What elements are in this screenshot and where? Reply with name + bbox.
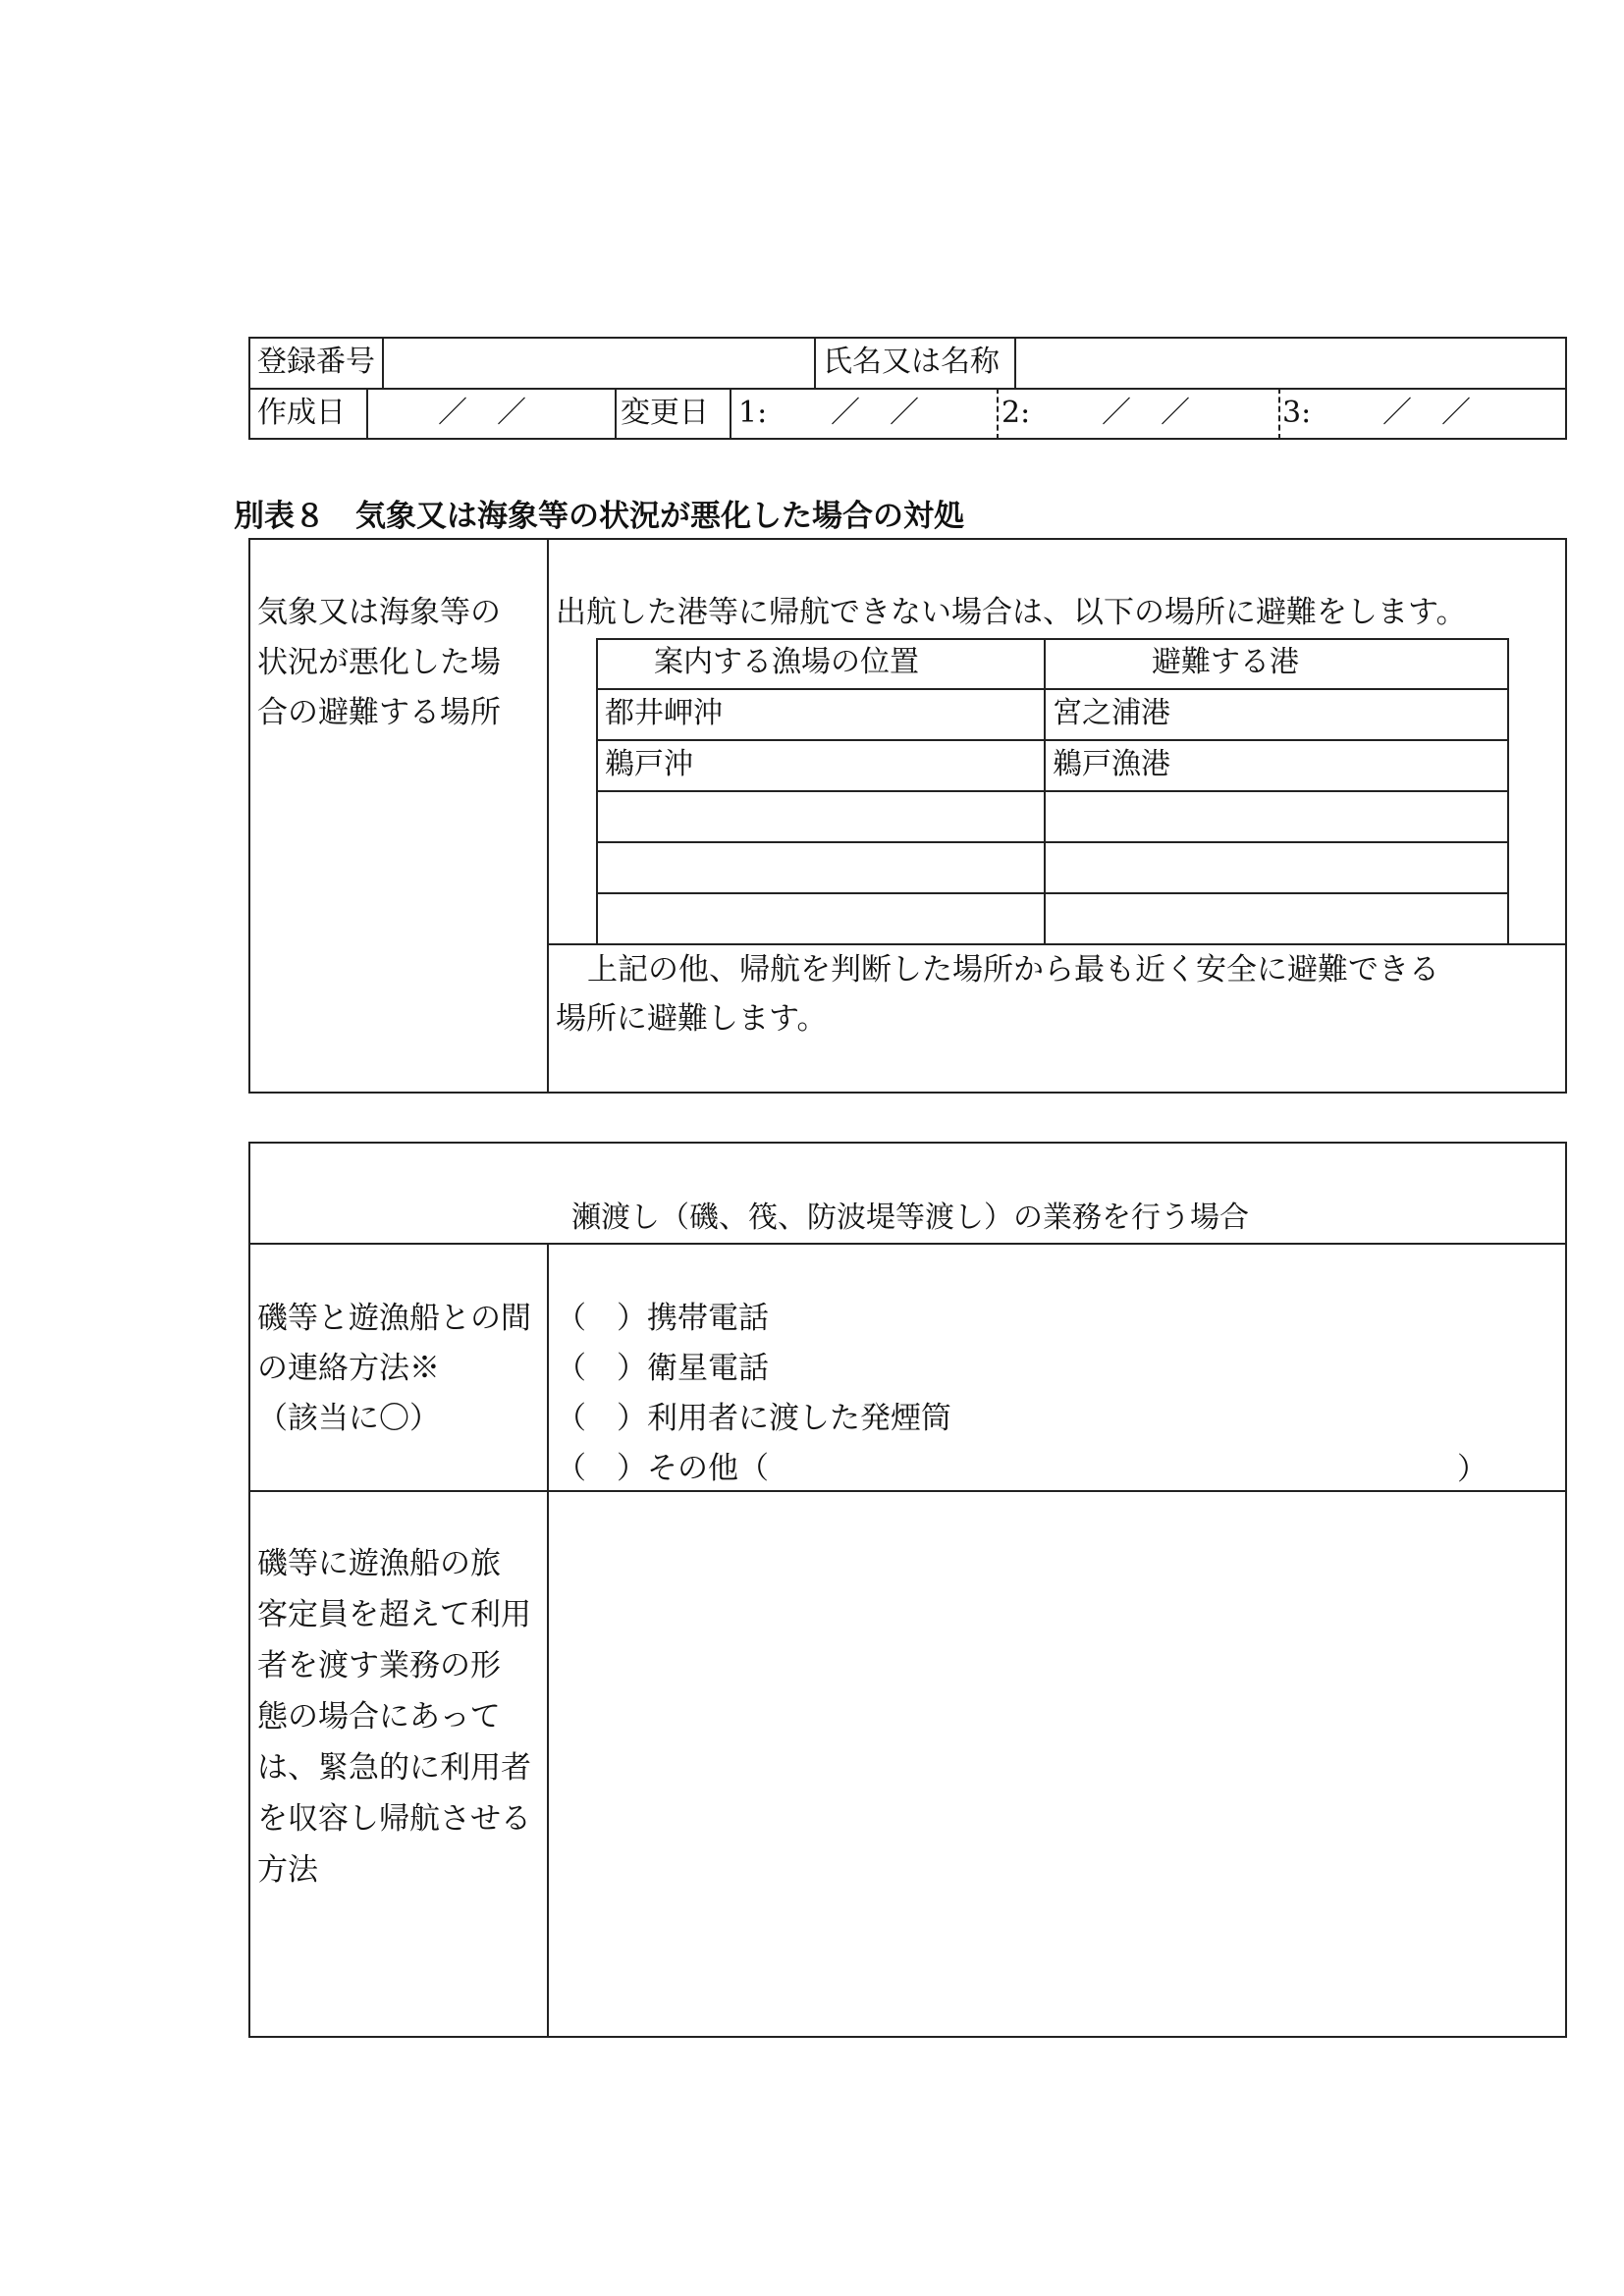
over-capacity-label-line: 客定員を超えて利用 <box>257 1597 531 1632</box>
refuge-cell-port[interactable] <box>1047 793 1506 838</box>
shelter-note-line-1: 上記の他、帰航を判断した場所から最も近く安全に避難できる <box>587 952 1439 988</box>
shelter-label-line: 気象又は海象等の <box>257 595 501 630</box>
change-3-date[interactable]: ／ ／ <box>1382 396 1471 430</box>
name-label: 氏名又は名称 <box>823 345 1000 379</box>
refuge-cell-location[interactable] <box>599 793 1041 838</box>
created-date-label: 作成日 <box>257 396 346 430</box>
created-date-value[interactable]: ／ ／ <box>438 396 526 430</box>
over-capacity-label-line: 磯等に遊漁船の旅 <box>257 1546 501 1581</box>
refuge-cell-location[interactable]: 都井岬沖 <box>605 696 723 730</box>
contact-method-label-line: （該当に〇） <box>257 1401 440 1436</box>
ferry-label-divider <box>547 1243 549 2038</box>
refuge-row-line <box>596 892 1509 894</box>
shelter-label-divider <box>547 538 549 1094</box>
option-other-close: ） <box>1457 1452 1488 1487</box>
refuge-cell-port[interactable]: 鵜戸漁港 <box>1053 747 1170 781</box>
option-smoke-flare[interactable]: （ ）利用者に渡した発煙筒 <box>556 1401 951 1436</box>
header-col-line <box>615 388 617 440</box>
over-capacity-label <box>257 1538 531 1896</box>
changed-date-label: 変更日 <box>621 396 709 430</box>
change-3-prefix: 3: <box>1282 396 1312 430</box>
refuge-cell-port[interactable] <box>1047 844 1506 889</box>
refuge-cell-port[interactable]: 宮之浦港 <box>1053 696 1170 730</box>
over-capacity-label-line: は、緊急的に利用者 <box>257 1750 531 1786</box>
name-field[interactable] <box>1017 340 1565 387</box>
change-1-date[interactable]: ／ ／ <box>831 396 919 430</box>
option-mobile-phone[interactable]: （ ）携帯電話 <box>556 1301 769 1336</box>
section-title: 別表８ 気象又は海象等の状況が悪化した場合の対処 <box>234 499 964 534</box>
registration-number-field[interactable] <box>385 340 813 387</box>
change-1-prefix: 1: <box>738 396 768 430</box>
registration-number-label: 登録番号 <box>257 345 375 379</box>
shelter-label <box>257 588 501 738</box>
contact-method-label-line: の連絡方法※ <box>257 1351 440 1386</box>
refuge-row-line <box>596 739 1509 741</box>
refuge-cell-location[interactable] <box>599 844 1041 889</box>
over-capacity-method-field[interactable] <box>552 1494 1563 2034</box>
refuge-row-line <box>596 841 1509 843</box>
shelter-label-line: 状況が悪化した場 <box>257 645 501 680</box>
over-capacity-label-line: 者を渡す業務の形 <box>257 1648 501 1683</box>
shelter-note-line-2: 場所に避難します。 <box>556 1001 828 1037</box>
contact-method-options <box>556 1294 951 1494</box>
refuge-cell-port[interactable] <box>1047 895 1506 940</box>
header-col-line <box>382 337 384 388</box>
over-capacity-label-line: 方法 <box>257 1852 318 1888</box>
over-capacity-label-line: を収容し帰航させる <box>257 1801 531 1837</box>
ferry-title-divider <box>248 1243 1567 1245</box>
contact-method-label <box>257 1294 531 1444</box>
over-capacity-label-line: 態の場合にあって <box>257 1699 501 1735</box>
contact-method-label-line: 磯等と遊漁船との間 <box>257 1301 531 1336</box>
change-2-prefix: 2: <box>1001 396 1031 430</box>
header-col-dashed-line <box>997 388 999 440</box>
change-2-date[interactable]: ／ ／ <box>1102 396 1190 430</box>
shelter-label-line: 合の避難する場所 <box>257 695 501 730</box>
shelter-intro: 出航した港等に帰航できない場合は、以下の場所に避難をします。 <box>556 595 1467 630</box>
header-col-line <box>730 388 731 440</box>
header-col-dashed-line <box>1278 388 1280 440</box>
refuge-row-line <box>596 688 1509 690</box>
header-table-divider <box>248 388 1567 390</box>
ferry-title: 瀬渡し（磯、筏、防波堤等渡し）の業務を行う場合 <box>571 1201 1249 1235</box>
refuge-cell-location[interactable]: 鵜戸沖 <box>605 747 693 781</box>
refuge-row-line <box>596 790 1509 792</box>
header-col-line <box>1014 337 1016 388</box>
option-other[interactable]: （ ）その他（ <box>556 1451 769 1486</box>
header-col-line <box>814 337 816 388</box>
refuge-cell-location[interactable] <box>599 895 1041 940</box>
header-col-line <box>366 388 368 440</box>
refuge-header-location: 案内する漁場の位置 <box>654 645 919 679</box>
refuge-header-port: 避難する港 <box>1152 645 1299 679</box>
option-satellite-phone[interactable]: （ ）衛星電話 <box>556 1351 769 1386</box>
